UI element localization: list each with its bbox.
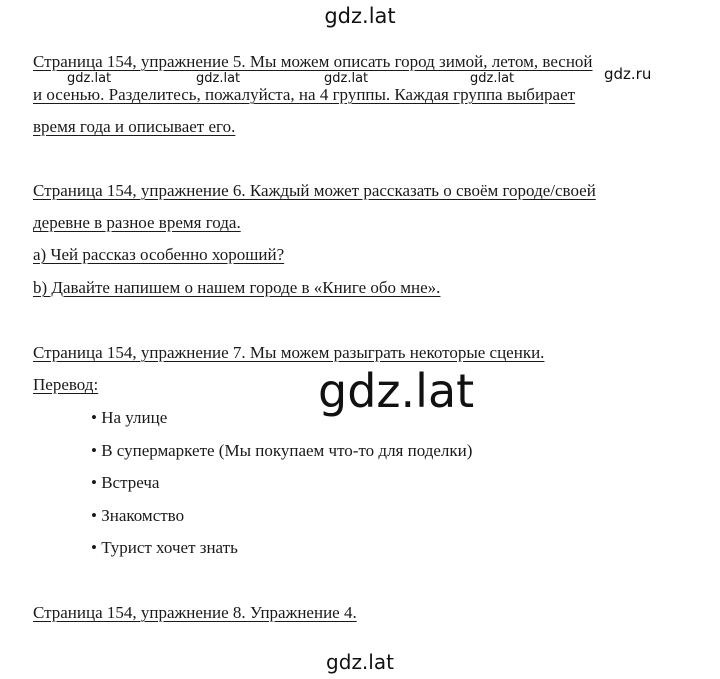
list-item: • В супермаркете (Мы покупаем что-то для поделки) [91, 441, 473, 460]
translation-label: Перевод: [33, 375, 99, 394]
watermark-small-2: gdz.lat [196, 71, 241, 86]
exercise-5-line-1: Страница 154, упражнение 5. Мы можем описать город зимой, летом, весной [33, 52, 593, 71]
exercise-6-item-b: b) Давайте напишем о нашем городе в «Книге обо мне». [33, 278, 441, 297]
watermark-small-3: gdz.lat [324, 71, 369, 86]
watermark-bottom: gdz.lat [326, 650, 394, 674]
watermark-center: gdz.lat [318, 364, 475, 418]
watermark-small-4: gdz.lat [470, 71, 515, 86]
exercise-7-line-1: Страница 154, упражнение 7. Мы можем разыграть некоторые сценки. [33, 343, 545, 362]
list-item: • Турист хочет знать [91, 538, 238, 557]
list-item: • Знакомство [91, 506, 185, 525]
exercise-5-line-2: и осенью. Разделитесь, пожалуйста, на 4 группы. Каждая группа выбирает [33, 85, 576, 104]
exercise-5-line-3: время года и описывает его. [33, 117, 236, 136]
exercise-6-line-2: деревне в разное время года. [33, 213, 241, 232]
watermark-ru: gdz.ru [604, 65, 652, 83]
list-item: • Встреча [91, 473, 160, 492]
list-item: • На улице [91, 408, 168, 427]
exercise-6-item-a: a) Чей рассказ особенно хороший? [33, 245, 285, 264]
exercise-6-line-1: Страница 154, упражнение 6. Каждый может рассказать о своём городе/своей [33, 181, 596, 200]
watermark-small-1: gdz.lat [67, 71, 112, 86]
watermark-top: gdz.lat [324, 4, 396, 28]
exercise-8-line-1: Страница 154, упражнение 8. Упражнение 4. [33, 603, 357, 622]
